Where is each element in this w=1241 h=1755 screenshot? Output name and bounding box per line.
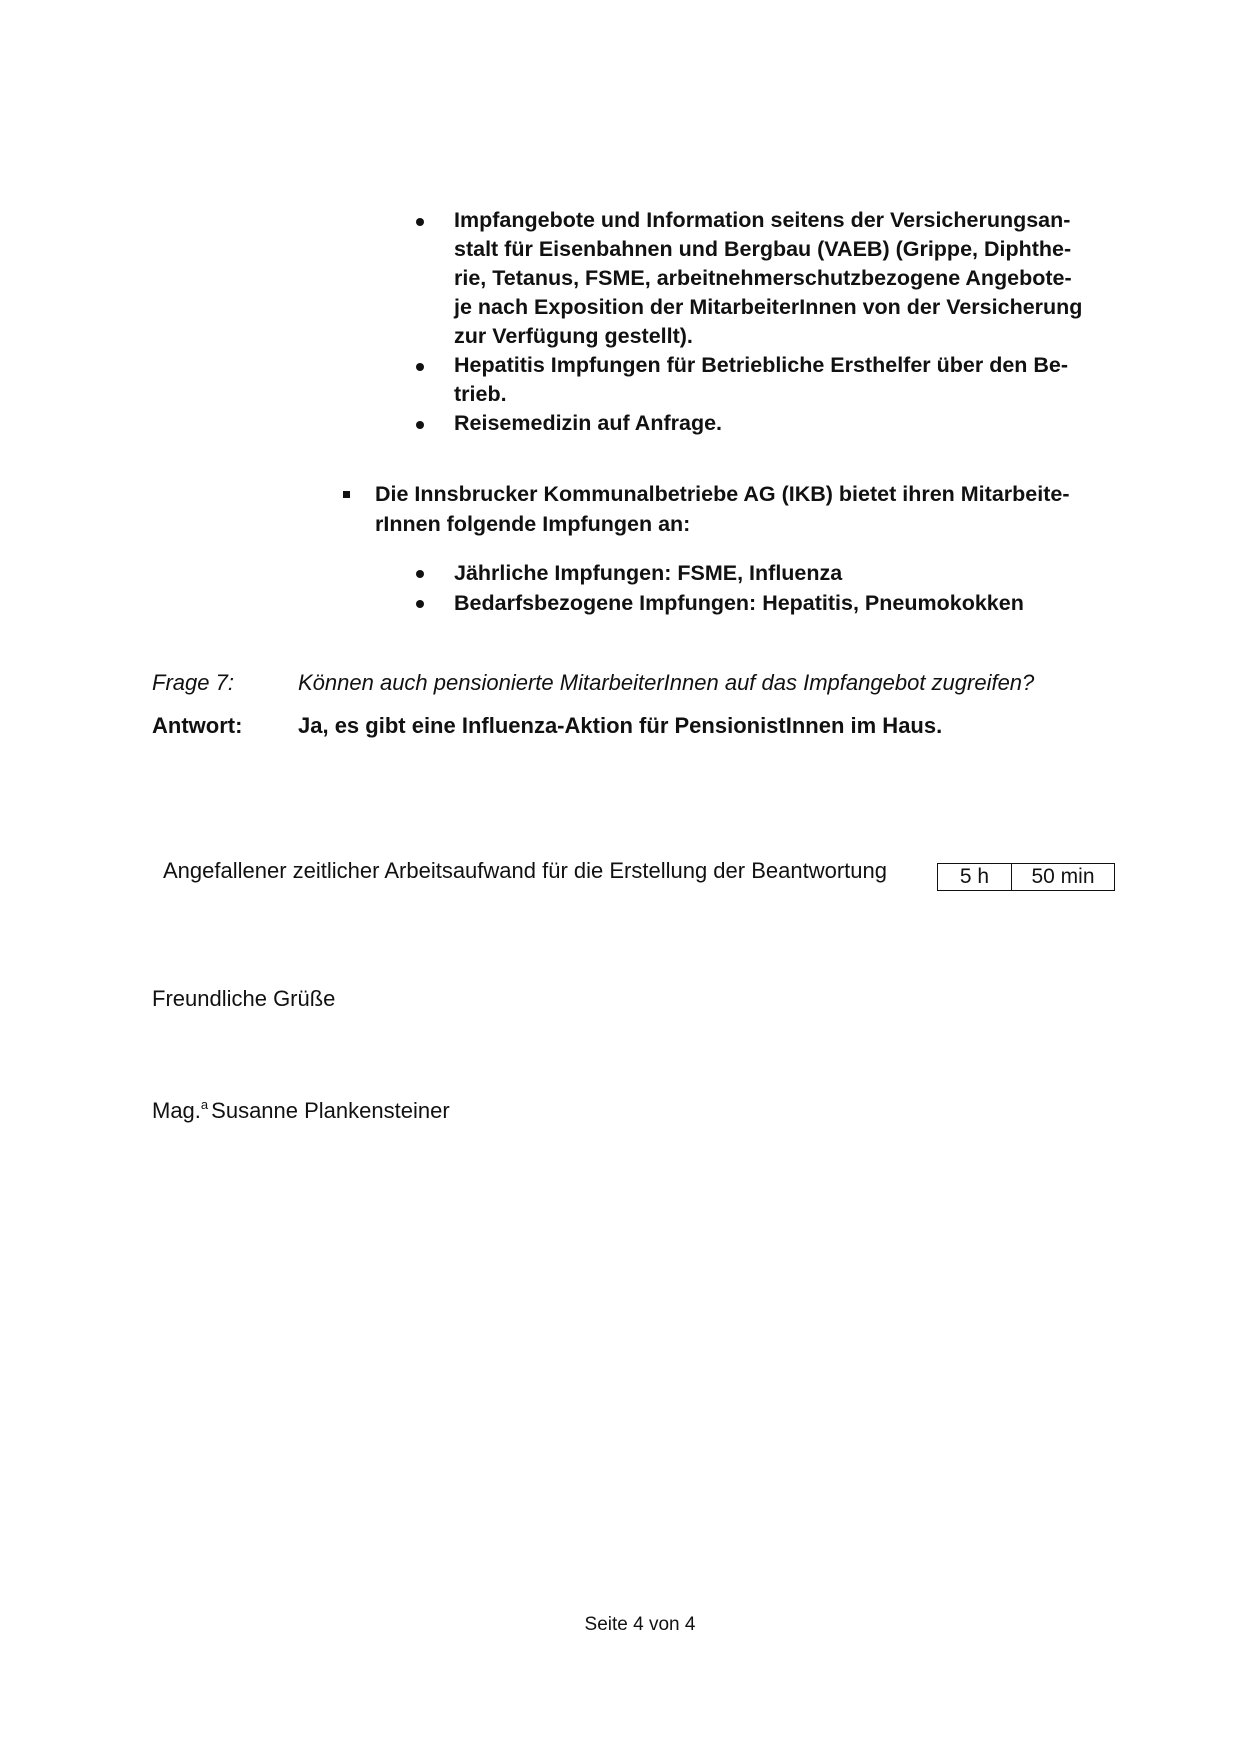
list-item [411, 351, 1131, 409]
list-item-line: rie, Tetanus, FSME, arbeitnehmerschutzbezogene Angebote- [454, 266, 1072, 290]
list-item-line: trieb. [454, 382, 507, 406]
list-item-line: zur Verfügung gestellt). [454, 324, 693, 348]
signature [152, 1097, 450, 1124]
list-item [411, 409, 1131, 438]
question-text: Können auch pensionierte MitarbeiterInnen auf das Impfangebot zugreifen? [298, 670, 1035, 695]
square-bullet-icon [343, 491, 350, 498]
ikb-bullet-list [411, 558, 1131, 618]
signature-name: Susanne Plankensteiner [211, 1098, 450, 1123]
ikb-intro-line: rInnen folgende Impfungen an: [375, 512, 691, 536]
list-item-line: Hepatitis Impfungen für Betriebliche Ersthelfer über den Be- [454, 353, 1069, 377]
effort-table [937, 863, 1115, 891]
answer-text: Ja, es gibt eine Influenza-Aktion für PensionistInnen im Haus. [298, 713, 943, 738]
ikb-intro-line: Die Innsbrucker Kommunalbetriebe AG (IKB) bietet ihren Mitarbeite- [375, 482, 1070, 506]
ikb-section [343, 479, 1133, 539]
list-item-line: je nach Exposition der MitarbeiterInnen von der Versicherung [454, 295, 1083, 319]
answer-label: Antwort: [152, 713, 243, 738]
vaeb-bullet-list [411, 206, 1131, 438]
list-item: Bedarfsbezogene Impfungen: Hepatitis, Pneumokokken [411, 588, 1131, 618]
list-item [411, 206, 1131, 351]
list-item-line: stalt für Eisenbahnen und Bergbau (VAEB) (Grippe, Diphthe- [454, 237, 1072, 261]
list-item: Jährliche Impfungen: FSME, Influenza [411, 558, 1131, 588]
list-item-line: Reisemedizin auf Anfrage. [454, 411, 723, 435]
list-item-line: Impfangebote und Information seitens der Versicherungsan- [454, 208, 1071, 232]
signature-title-sup: a [200, 1097, 209, 1112]
question-label: Frage 7: [152, 670, 234, 695]
page-number: Seite 4 von 4 [584, 1614, 696, 1635]
effort-label: Angefallener zeitlicher Arbeitsaufwand für die Erstellung der Beantwortung [163, 858, 887, 883]
closing-greeting: Freundliche Grüße [152, 986, 336, 1011]
effort-minutes-cell: 50 min [1031, 865, 1095, 888]
effort-hours-cell: 5 h [938, 864, 1012, 890]
signature-title: Mag. [152, 1098, 201, 1123]
